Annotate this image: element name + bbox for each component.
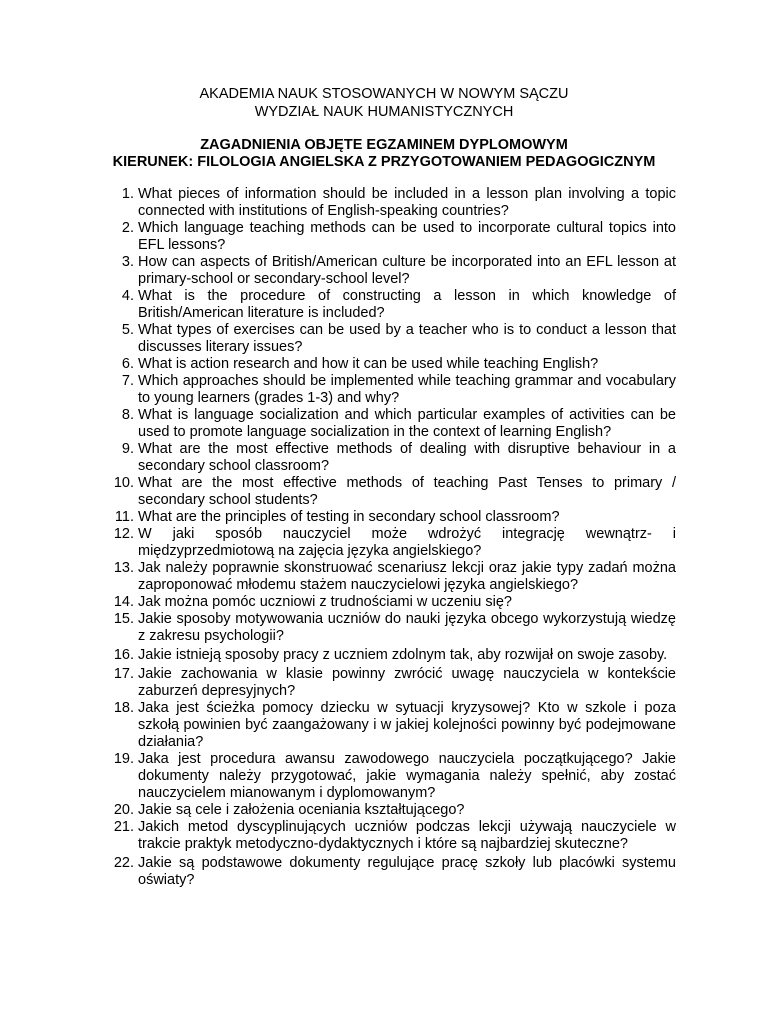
- question-number: 18.: [113, 700, 134, 716]
- question-item: [0, 666, 768, 700]
- question-text: Jakich metod dyscyplinujących uczniów podczas lekcji używają nauczyciele w trakcie praktyk metodyczno-dydaktycznych i które są najbardziej skuteczne?: [138, 819, 676, 852]
- question-number: 2.: [121, 220, 134, 236]
- question-text: Which language teaching methods can be used to incorporate cultural topics into EFL lessons?: [138, 220, 676, 253]
- question-item: [0, 509, 768, 526]
- question-text: W jaki sposób nauczyciel może wdrożyć integrację wewnątrz- i międzyprzedmiotową na zajęcia języka angielskiego?: [138, 526, 676, 559]
- question-number: 9.: [121, 441, 134, 457]
- question-number: 20.: [113, 802, 134, 818]
- question-text: Jakie sposoby motywowania uczniów do nauki języka obcego wykorzystują wiedzę z zakresu psychologii?: [138, 611, 676, 644]
- question-number: 21.: [113, 819, 134, 835]
- question-number: 3.: [121, 254, 134, 270]
- question-number: 4.: [121, 288, 134, 304]
- question-number: 1.: [121, 186, 134, 202]
- question-text: Jakie zachowania w klasie powinny zwrócić uwagę nauczyciela w kontekście zaburzeń depresyjnych?: [138, 666, 676, 699]
- question-text: Jakie istnieją sposoby pracy z uczniem zdolnym tak, aby rozwijał on swoje zasoby.: [138, 647, 668, 663]
- question-text: What are the most effective methods of dealing with disruptive behaviour in a secondary school classroom?: [138, 441, 676, 474]
- faculty-name: WYDZIAŁ NAUK HUMANISTYCZNYCH: [254, 104, 514, 120]
- question-text: Jaka jest ścieżka pomocy dziecku w sytuacji kryzysowej? Kto w szkole i poza szkołą powinien być zaangażowany i w jakiej kolejności powinny być podejmowane działania?: [138, 700, 676, 750]
- question-item: [0, 441, 768, 475]
- question-item: [0, 526, 768, 560]
- question-item: [0, 356, 768, 373]
- question-text: What pieces of information should be included in a lesson plan involving a topic connected with institutions of English-speaking countries?: [138, 186, 676, 219]
- question-item: [0, 819, 768, 853]
- question-item: [0, 560, 768, 594]
- question-number: 7.: [121, 373, 134, 389]
- institution-name: AKADEMIA NAUK STOSOWANYCH W NOWYM SĄCZU: [199, 86, 569, 102]
- question-text: Jakie są cele i założenia oceniania kształtującego?: [138, 802, 465, 818]
- question-text: How can aspects of British/American culture be incorporated into an EFL lesson at primary-school or secondary-school level?: [138, 254, 676, 287]
- question-text: What is action research and how it can be used while teaching English?: [138, 356, 599, 372]
- question-item: [0, 220, 768, 254]
- question-item: [0, 254, 768, 288]
- question-number: 19.: [113, 751, 134, 767]
- question-text: Jaka jest procedura awansu zawodowego nauczyciela początkującego? Jakie dokumenty należy przygotować, jakie wymagania należy spełnić, aby zostać nauczycielem mianowanym i dyplomowanym?: [138, 751, 676, 801]
- question-item: [0, 611, 768, 645]
- question-item: [0, 647, 768, 664]
- question-item: [0, 186, 768, 220]
- question-item: [0, 373, 768, 407]
- question-number: 22.: [113, 855, 134, 871]
- question-number: 11.: [114, 509, 134, 525]
- question-item: [0, 288, 768, 322]
- question-item: [0, 751, 768, 802]
- question-text: Jak można pomóc uczniowi z trudnościami w uczeniu się?: [138, 594, 512, 610]
- question-number: 6.: [121, 356, 134, 372]
- question-number: 14.: [113, 594, 134, 610]
- question-list: [0, 186, 768, 889]
- question-text: What are the most effective methods of teaching Past Tenses to primary / secondary school students?: [138, 475, 676, 508]
- question-number: 13.: [113, 560, 134, 576]
- question-text: What types of exercises can be used by a teacher who is to conduct a lesson that discusses literary issues?: [138, 322, 676, 355]
- question-number: 12.: [113, 526, 134, 542]
- question-item: [0, 322, 768, 356]
- question-text: What is language socialization and which particular examples of activities can be used to promote language socialization in the context of learning English?: [138, 407, 676, 440]
- document-title: ZAGADNIENIA OBJĘTE EGZAMINEM DYPLOMOWYM: [200, 137, 568, 153]
- question-item: [0, 407, 768, 441]
- document-subtitle: KIERUNEK: FILOLOGIA ANGIELSKA Z PRZYGOTOWANIEM PEDAGOGICZNYM: [112, 154, 656, 170]
- question-item: [0, 700, 768, 751]
- question-number: 17.: [113, 666, 134, 682]
- question-number: 15.: [113, 611, 134, 627]
- question-item: [0, 594, 768, 611]
- question-text: What are the principles of testing in secondary school classroom?: [138, 509, 560, 525]
- question-item: [0, 802, 768, 819]
- question-text: What is the procedure of constructing a lesson in which knowledge of British/American literature is included?: [138, 288, 676, 321]
- question-item: [0, 855, 768, 889]
- question-text: Jakie są podstawowe dokumenty regulujące pracę szkoły lub placówki systemu oświaty?: [138, 855, 676, 888]
- question-text: Which approaches should be implemented while teaching grammar and vocabulary to young learners (grades 1-3) and why?: [138, 373, 676, 406]
- question-number: 5.: [121, 322, 134, 338]
- question-number: 8.: [121, 407, 134, 423]
- question-number: 16.: [113, 647, 134, 663]
- question-item: [0, 475, 768, 509]
- question-number: 10.: [113, 475, 134, 491]
- question-text: Jak należy poprawnie skonstruować scenariusz lekcji oraz jakie typy zadań można zaproponować młodemu stażem nauczycielowi języka angielskiego?: [138, 560, 676, 593]
